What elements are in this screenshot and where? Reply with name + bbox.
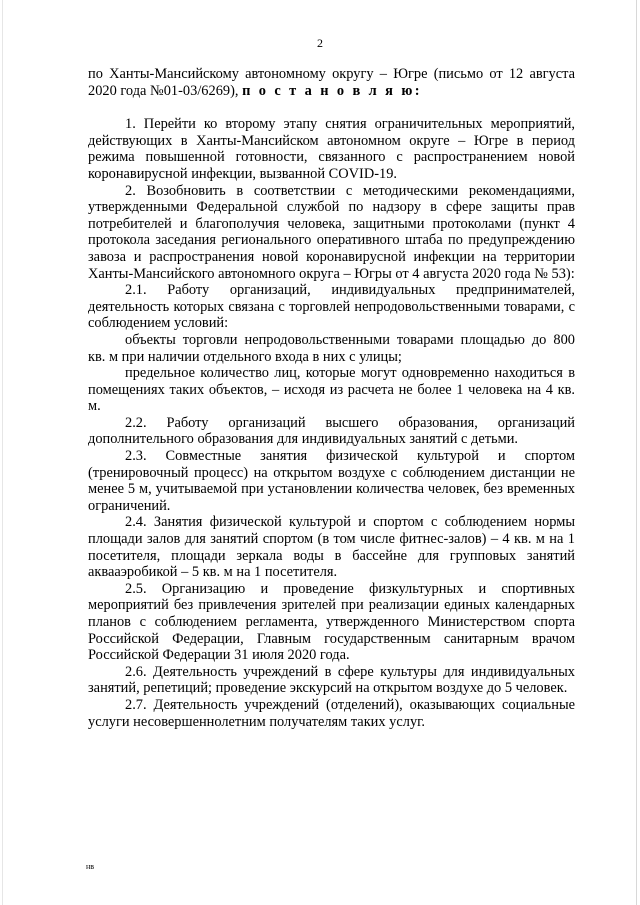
paragraph-2-6: 2.6. Деятельность учреждений в сфере культуры для индивидуальных занятий, репетиций; проведение экскурсий на открытом воздухе до 5 человек. xyxy=(88,663,575,697)
paragraph-2-4: 2.4. Занятия физической культурой и спортом с соблюдением нормы площади залов для занятий спортом (в том числе фитнес-залов) – 4 кв. м на 1 посетителя, площади зеркала воды в бассейне для групповых занятий аквааэробикой – 5 кв. м на 1 посетителя. xyxy=(88,514,575,581)
paragraph-2-7: 2.7. Деятельность учреждений (отделений), оказывающих социальные услуги несовершеннолетним получателям таких услуг. xyxy=(88,696,575,730)
scan-edge-right xyxy=(636,0,637,905)
intro-text: по Ханты-Мансийскому автономному округу – Югре (письмо от 12 августа 2020 года №01-03/6269), xyxy=(88,66,575,99)
paragraph-1: 1. Перейти ко второму этапу снятия ограничительных мероприятий, действующих в Ханты-Мансийском автономном округе – Югре в период режима повышенной готовности, связанного с распространением новой коронавирусной инфекции, вызванной COVID-19. xyxy=(88,116,575,182)
paragraph-2-1-a: объекты торговли непродовольственными товарами площадью до 800 кв. м при наличии отдельного входа в них с улицы; xyxy=(88,331,575,365)
paragraph-2-1-b: предельное количество лиц, которые могут одновременно находиться в помещениях таких объектов, – исходя из расчета не более 1 человека на 4 кв. м. xyxy=(88,365,575,415)
document-body xyxy=(88,66,575,730)
scan-edge-left xyxy=(2,0,3,905)
page-number: 2 xyxy=(317,36,323,50)
paragraph-2-2: 2.2. Работу организаций высшего образования, организаций дополнительного образования для индивидуальных занятий с детьми. xyxy=(88,414,575,448)
paragraph-2-5: 2.5. Организацию и проведение физкультурных и спортивных мероприятий без привлечения зрителей при реализации единых календарных планов с соблюдением регламента, утвержденного Министерством спорта Российской Федерации, Главным государственным санитарным врачом Российской Федерации 31 июля 2020 года. xyxy=(88,580,575,664)
paragraph-2: 2. Возобновить в соответствии с методическими рекомендациями, утвержденными Федеральной службой по надзору в сфере защиты прав потребителей и благополучия человека, защитными протоколами (пункт 4 протокола заседания регионального оперативного штаба по предупреждению завоза и распространения новой коронавирусной инфекции на территории Ханты-Мансийского автономного округа – Югры от 4 августа 2020 года № 53): xyxy=(88,182,575,282)
footer-mark: нв xyxy=(86,862,95,871)
paragraph-2-1: 2.1. Работу организаций, индивидуальных предпринимателей, деятельность которых связана с торговлей непродовольственными товарами, с соблюдением условий: xyxy=(88,282,575,332)
paragraph-2-3: 2.3. Совместные занятия физической культурой и спортом (тренировочный процесс) на открытом воздухе с соблюдением дистанции не менее 5 м, учитываемой при установлении количества человек, без временных ограничений. xyxy=(88,448,575,514)
intro-paragraph xyxy=(88,66,575,99)
intro-emphasis: п о с т а н о в л я ю: xyxy=(242,82,422,99)
